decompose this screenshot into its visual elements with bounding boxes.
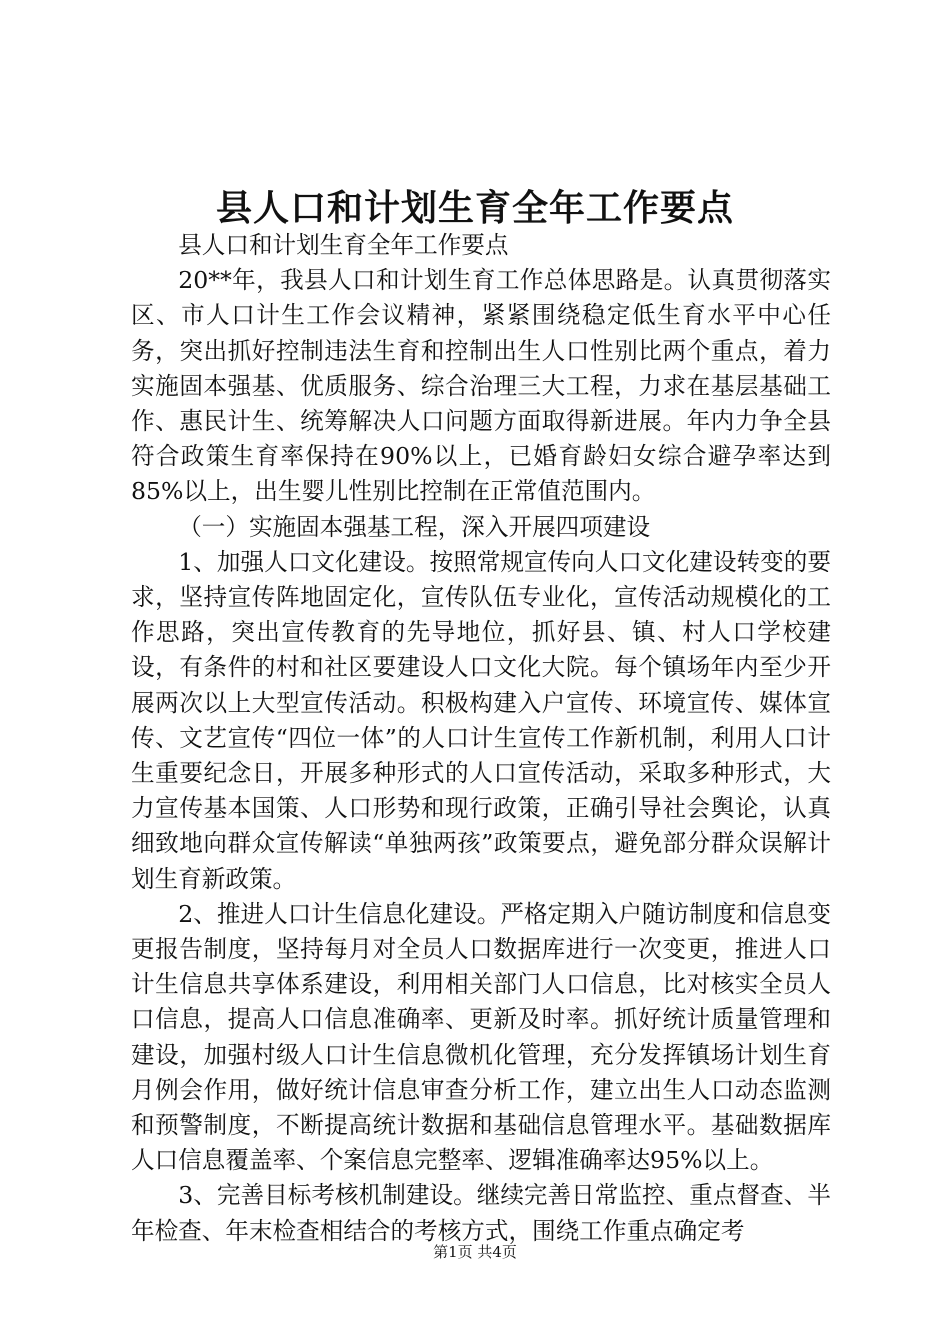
section-heading-1: （一）实施固本强基工程，深入开展四项建设 [178, 512, 651, 541]
document-body [131, 228, 831, 1249]
page-number-footer: 第1页 共4页 [433, 1243, 517, 1261]
paragraph-overview: 20**年，我县人口和计划生育工作总体思路是。认真贯彻落实区、市人口计生工作会议精神，紧紧围绕稳定低生育水平中心任务，突出抓好控制违法生育和控制出生人口性别比两个重点，着力实施固本强基、优质服务、综合治理三大工程，力求在基层基础工作、惠民计生、统筹解决人口问题方面取得新进展。年内力争全县符合政策生育率保持在90%以上，已婚育龄妇女综合避孕率达到85%以上，出生婴儿性别比控制在正常值范围内。 [131, 266, 831, 506]
document-title: 县人口和计划生育全年工作要点 [215, 187, 734, 229]
paragraph-item-3: 3、完善目标考核机制建设。继续完善日常监控、重点督查、半年检查、年末检查相结合的考核方式，围绕工作重点确定考 [131, 1181, 831, 1245]
paragraph-item-1: 1、加强人口文化建设。按照常规宣传向人口文化建设转变的要求，坚持宣传阵地固定化，宣传队伍专业化，宣传活动规模化的工作思路，突出宣传教育的先导地位，抓好县、镇、村人口学校建设，有条件的村和社区要建设人口文化大院。每个镇场年内至少开展两次以上大型宣传活动。积极构建入户宣传、环境宣传、媒体宣传、文艺宣传“四位一体”的人口计生宣传工作新机制，利用人口计生重要纪念日，开展多种形式的人口宣传活动，采取多种形式，大力宣传基本国策、人口形势和现行政策，正确引导社会舆论，认真细致地向群众宣传解读“单独两孩”政策要点，避免部分群众误解计划生育新政策。 [131, 547, 831, 893]
paragraph-item-2: 2、推进人口计生信息化建设。严格定期入户随访制度和信息变更报告制度，坚持每月对全员人口数据库进行一次变更，推进人口计生信息共享体系建设，利用相关部门人口信息，比对核实全员人口信息，提高人口信息准确率、更新及时率。抓好统计质量管理和建设，加强村级人口计生信息微机化管理，充分发挥镇场计划生育月例会作用，做好统计信息审查分析工作，建立出生人口动态监测和预警制度，不断提高统计数据和基础信息管理水平。基础数据库人口信息覆盖率、个案信息完整率、逻辑准确率达95%以上。 [131, 899, 831, 1175]
paragraph-heading: 县人口和计划生育全年工作要点 [178, 231, 509, 259]
